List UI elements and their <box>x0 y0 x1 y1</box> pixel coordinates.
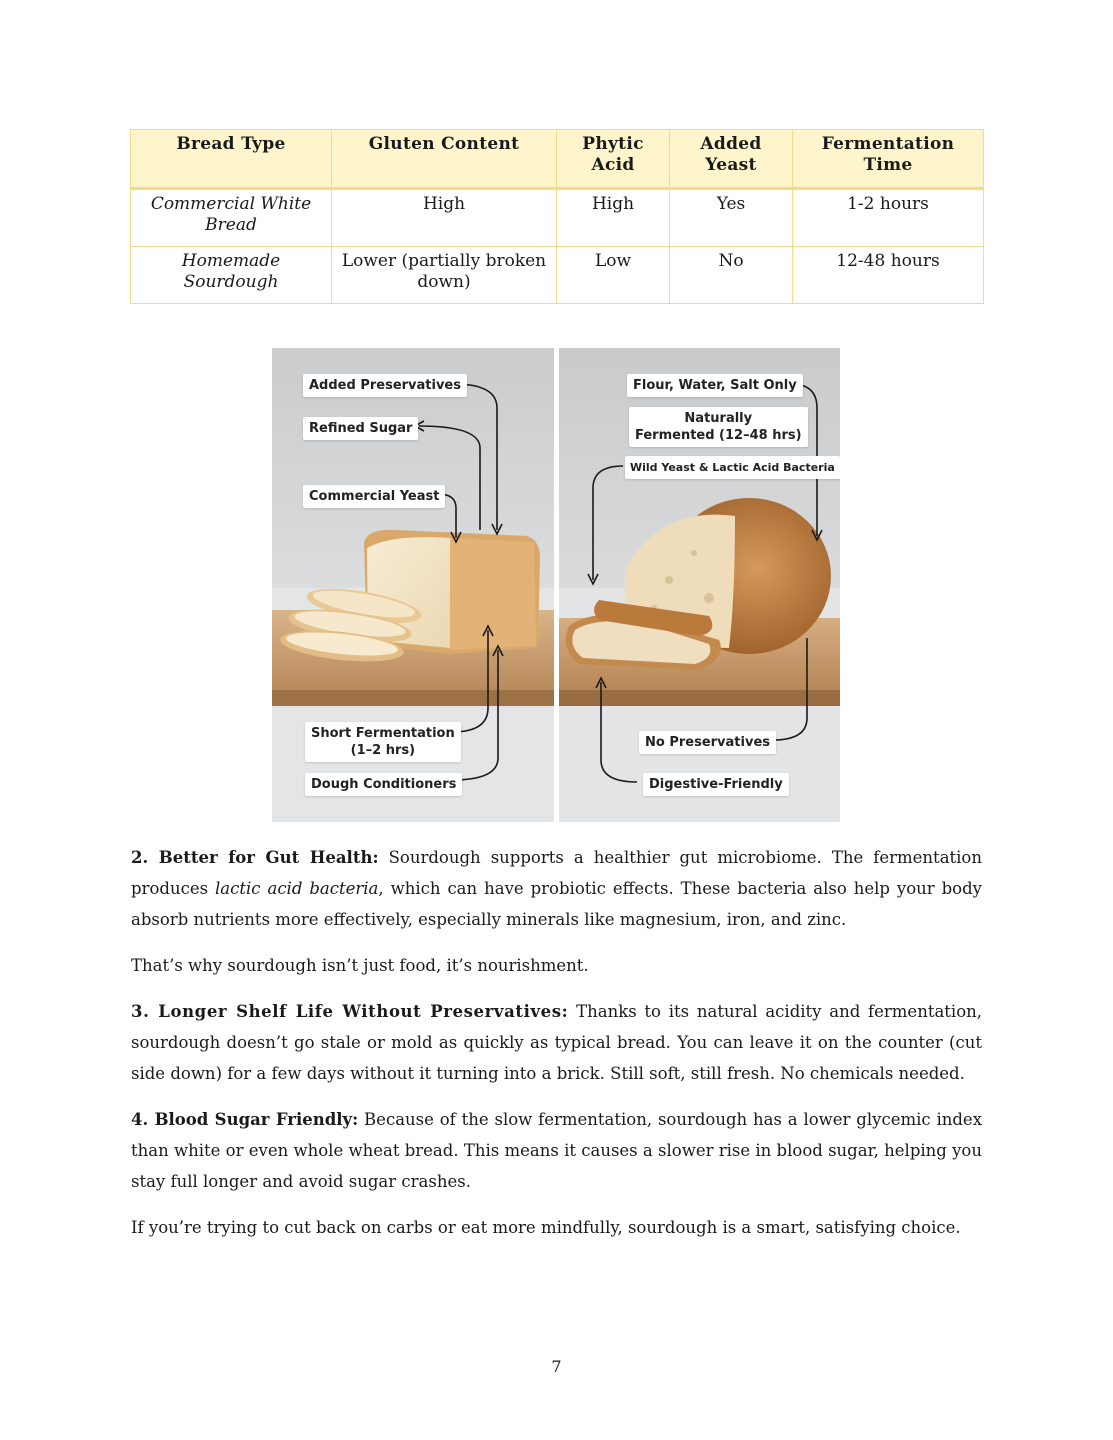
header-fermentation-time: Fermentation Time <box>793 130 984 189</box>
page-number: 7 <box>551 1357 562 1376</box>
bread-comparison-illustration <box>272 348 840 822</box>
cell-gluten: Lower (partially broken down) <box>332 247 557 304</box>
blood-sugar-paragraph <box>131 1104 982 1197</box>
table-row <box>131 247 984 304</box>
short-fermentation-time: (1–2 hrs) <box>350 743 416 758</box>
cell-bread-type: Commercial White Bread <box>131 189 332 247</box>
bread-comparison-table <box>130 129 984 304</box>
closing-paragraph: If you’re trying to cut back on carbs or eat more mindfully, sourdough is a smart, satisfying choice. <box>131 1218 961 1237</box>
body-text <box>131 842 982 1258</box>
gut-health-text-b: , which can have probiotic effects. These bacteria also help your body absorb nutrients more effectively, especially minerals like magnesium, iron, and zinc. <box>131 879 983 929</box>
no-preservatives-label: No Preservatives <box>639 731 776 754</box>
white-bread-panel <box>272 348 554 822</box>
dough-conditioners-label: Dough Conditioners <box>305 773 462 796</box>
shelf-life-text: Thanks to its natural acidity and fermentation, sourdough doesn’t go stale or mold as quickly as typical bread. You can leave it on the counter (cut side down) for a few days without it turning into a brick. Still soft, still fresh. No chemicals needed. <box>131 1002 983 1083</box>
gut-health-paragraph <box>131 842 982 935</box>
blood-sugar-text: Because of the slow fermentation, sourdough has a lower glycemic index than white or even whole wheat bread. This means it causes a slower rise in blood sugar, helping you stay full longer and avoid sugar crashes. <box>131 1110 982 1191</box>
cell-phytic: High <box>557 189 670 247</box>
refined-sugar-label: Refined Sugar <box>303 417 418 440</box>
header-gluten-content: Gluten Content <box>332 130 557 189</box>
naturally-fermented-label <box>629 407 808 447</box>
short-fermentation-label <box>305 722 461 762</box>
header-added-yeast: Added Yeast <box>670 130 793 189</box>
digestive-friendly-label: Digestive-Friendly <box>643 773 789 796</box>
cell-fermentation: 1-2 hours <box>793 189 984 247</box>
wild-yeast-label: Wild Yeast & Lactic Acid Bacteria <box>625 456 840 479</box>
commercial-yeast-label: Commercial Yeast <box>303 485 445 508</box>
table-row <box>131 189 984 247</box>
shelf-life-heading: 3. Longer Shelf Life Without Preservatives: <box>131 1002 569 1021</box>
cell-yeast: Yes <box>670 189 793 247</box>
fermented-time-text: Fermented (12–48 hrs) <box>635 428 802 443</box>
nourishment-paragraph: That’s why sourdough isn’t just food, it’s nourishment. <box>131 956 589 975</box>
added-preservatives-label: Added Preservatives <box>303 374 467 397</box>
gut-health-italic: lactic acid bacteria <box>215 879 379 898</box>
header-bread-type: Bread Type <box>131 130 332 189</box>
cell-gluten: High <box>332 189 557 247</box>
gut-health-text-a: Sourdough supports a healthier gut microbiome. The fermentation produces <box>131 848 982 898</box>
sourdough-panel <box>559 348 840 822</box>
cell-yeast: No <box>670 247 793 304</box>
cell-bread-type: Homemade Sourdough <box>131 247 332 304</box>
naturally-text: Naturally <box>684 411 753 426</box>
table-header-row <box>131 130 984 189</box>
header-phytic-acid: Phytic Acid <box>557 130 670 189</box>
cell-phytic: Low <box>557 247 670 304</box>
blood-sugar-heading: 4. Blood Sugar Friendly: <box>131 1110 359 1129</box>
gut-health-heading: 2. Better for Gut Health: <box>131 848 379 867</box>
flour-water-salt-label: Flour, Water, Salt Only <box>627 374 803 397</box>
short-fermentation-text: Short Fermentation <box>311 726 455 741</box>
cell-fermentation: 12-48 hours <box>793 247 984 304</box>
shelf-life-paragraph <box>131 996 982 1089</box>
